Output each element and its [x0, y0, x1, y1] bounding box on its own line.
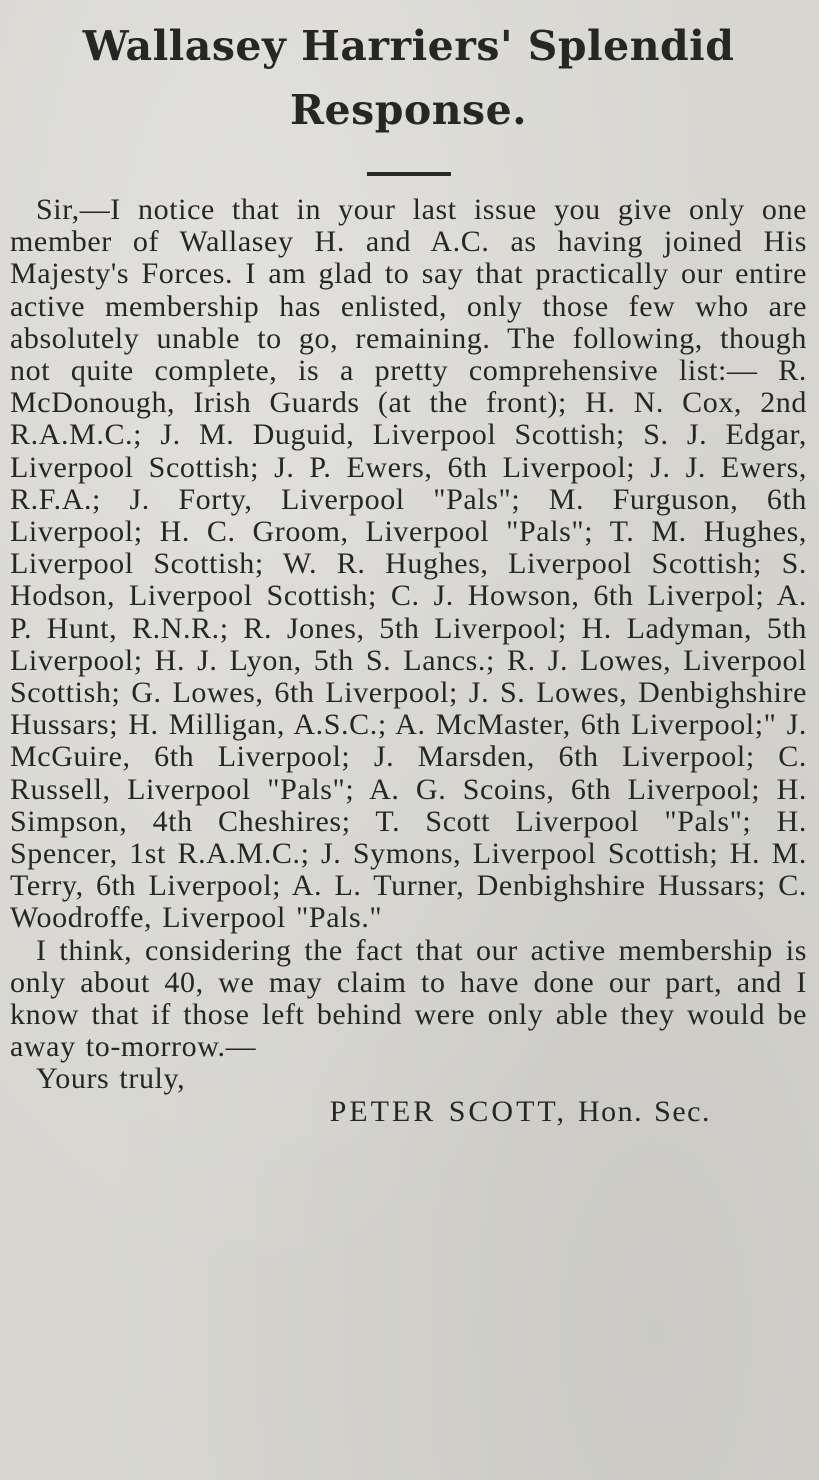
letter-signoff: Yours truly,: [36, 1062, 186, 1096]
letter-signature: [10, 1096, 807, 1128]
signature-title: Hon. Sec.: [578, 1094, 711, 1128]
headline-divider: [367, 172, 451, 176]
headline: Wallasey Harriers' Splendid Response.: [82, 22, 735, 134]
letter-paragraph: Sir,—I notice that in your last issue you give only one member of Wallasey H. and A.C. as having joined His Majesty's Forces. I am glad to say that practically our entire active membership has enlisted, only those few who are absolutely unable to go, remaining. The following, though not quite complete, is a pretty comprehensive list:— R. McDonough, Irish Guards (at the front); H. N. Cox, 2nd R.A.M.C.; J. M. Duguid, Liverpool Scottish; S. J. Edgar, Liverpool Scottish; J. P. Ewers, 6th Liverpool; J. J. Ewers, R.F.A.; J. Forty, Liverpool "Pals"; M. Furguson, 6th Liverpool; H. C. Groom, Liverpool "Pals"; T. M. Hughes, Liverpool Scottish; W. R. Hughes, Liverpool Scottish; S. Hodson, Liverpool Scottish; C. J. Howson, 6th Liverpol; A. P. Hunt, R.N.R.; R. Jones, 5th Liverpool; H. Ladyman, 5th Liverpool; H. J. Lyon, 5th S. Lancs.; R. J. Lowes, Liverpool Scottish; G. Lowes, 6th Liverpool; J. S. Lowes, Denbighshire Hussars; H. Milligan, A.S.C.; A. McMaster, 6th Liverpool;" J. McGuire, 6th Liverpool; J. Marsden, 6th Liverpool; C. Russell, Liverpool "Pals"; A. G. Scoins, 6th Liverpool; H. Simpson, 4th Cheshires; T. Scott Liverpool "Pals"; H. Spencer, 1st R.A.M.C.; J. Symons, Liverpool Scottish; H. M. Terry, 6th Liverpool; A. L. Turner, Denbighshire Hussars; C. Woodroffe, Liverpool "Pals.": [10, 193, 807, 935]
letter-body: [10, 194, 807, 1128]
letter-paragraph: I think, considering the fact that our active membership is only about 40, we may claim to have done our part, and I know that if those left behind were only able they would be away to-morrow.—: [10, 933, 807, 1064]
signature-name: PETER SCOTT,: [329, 1094, 568, 1128]
